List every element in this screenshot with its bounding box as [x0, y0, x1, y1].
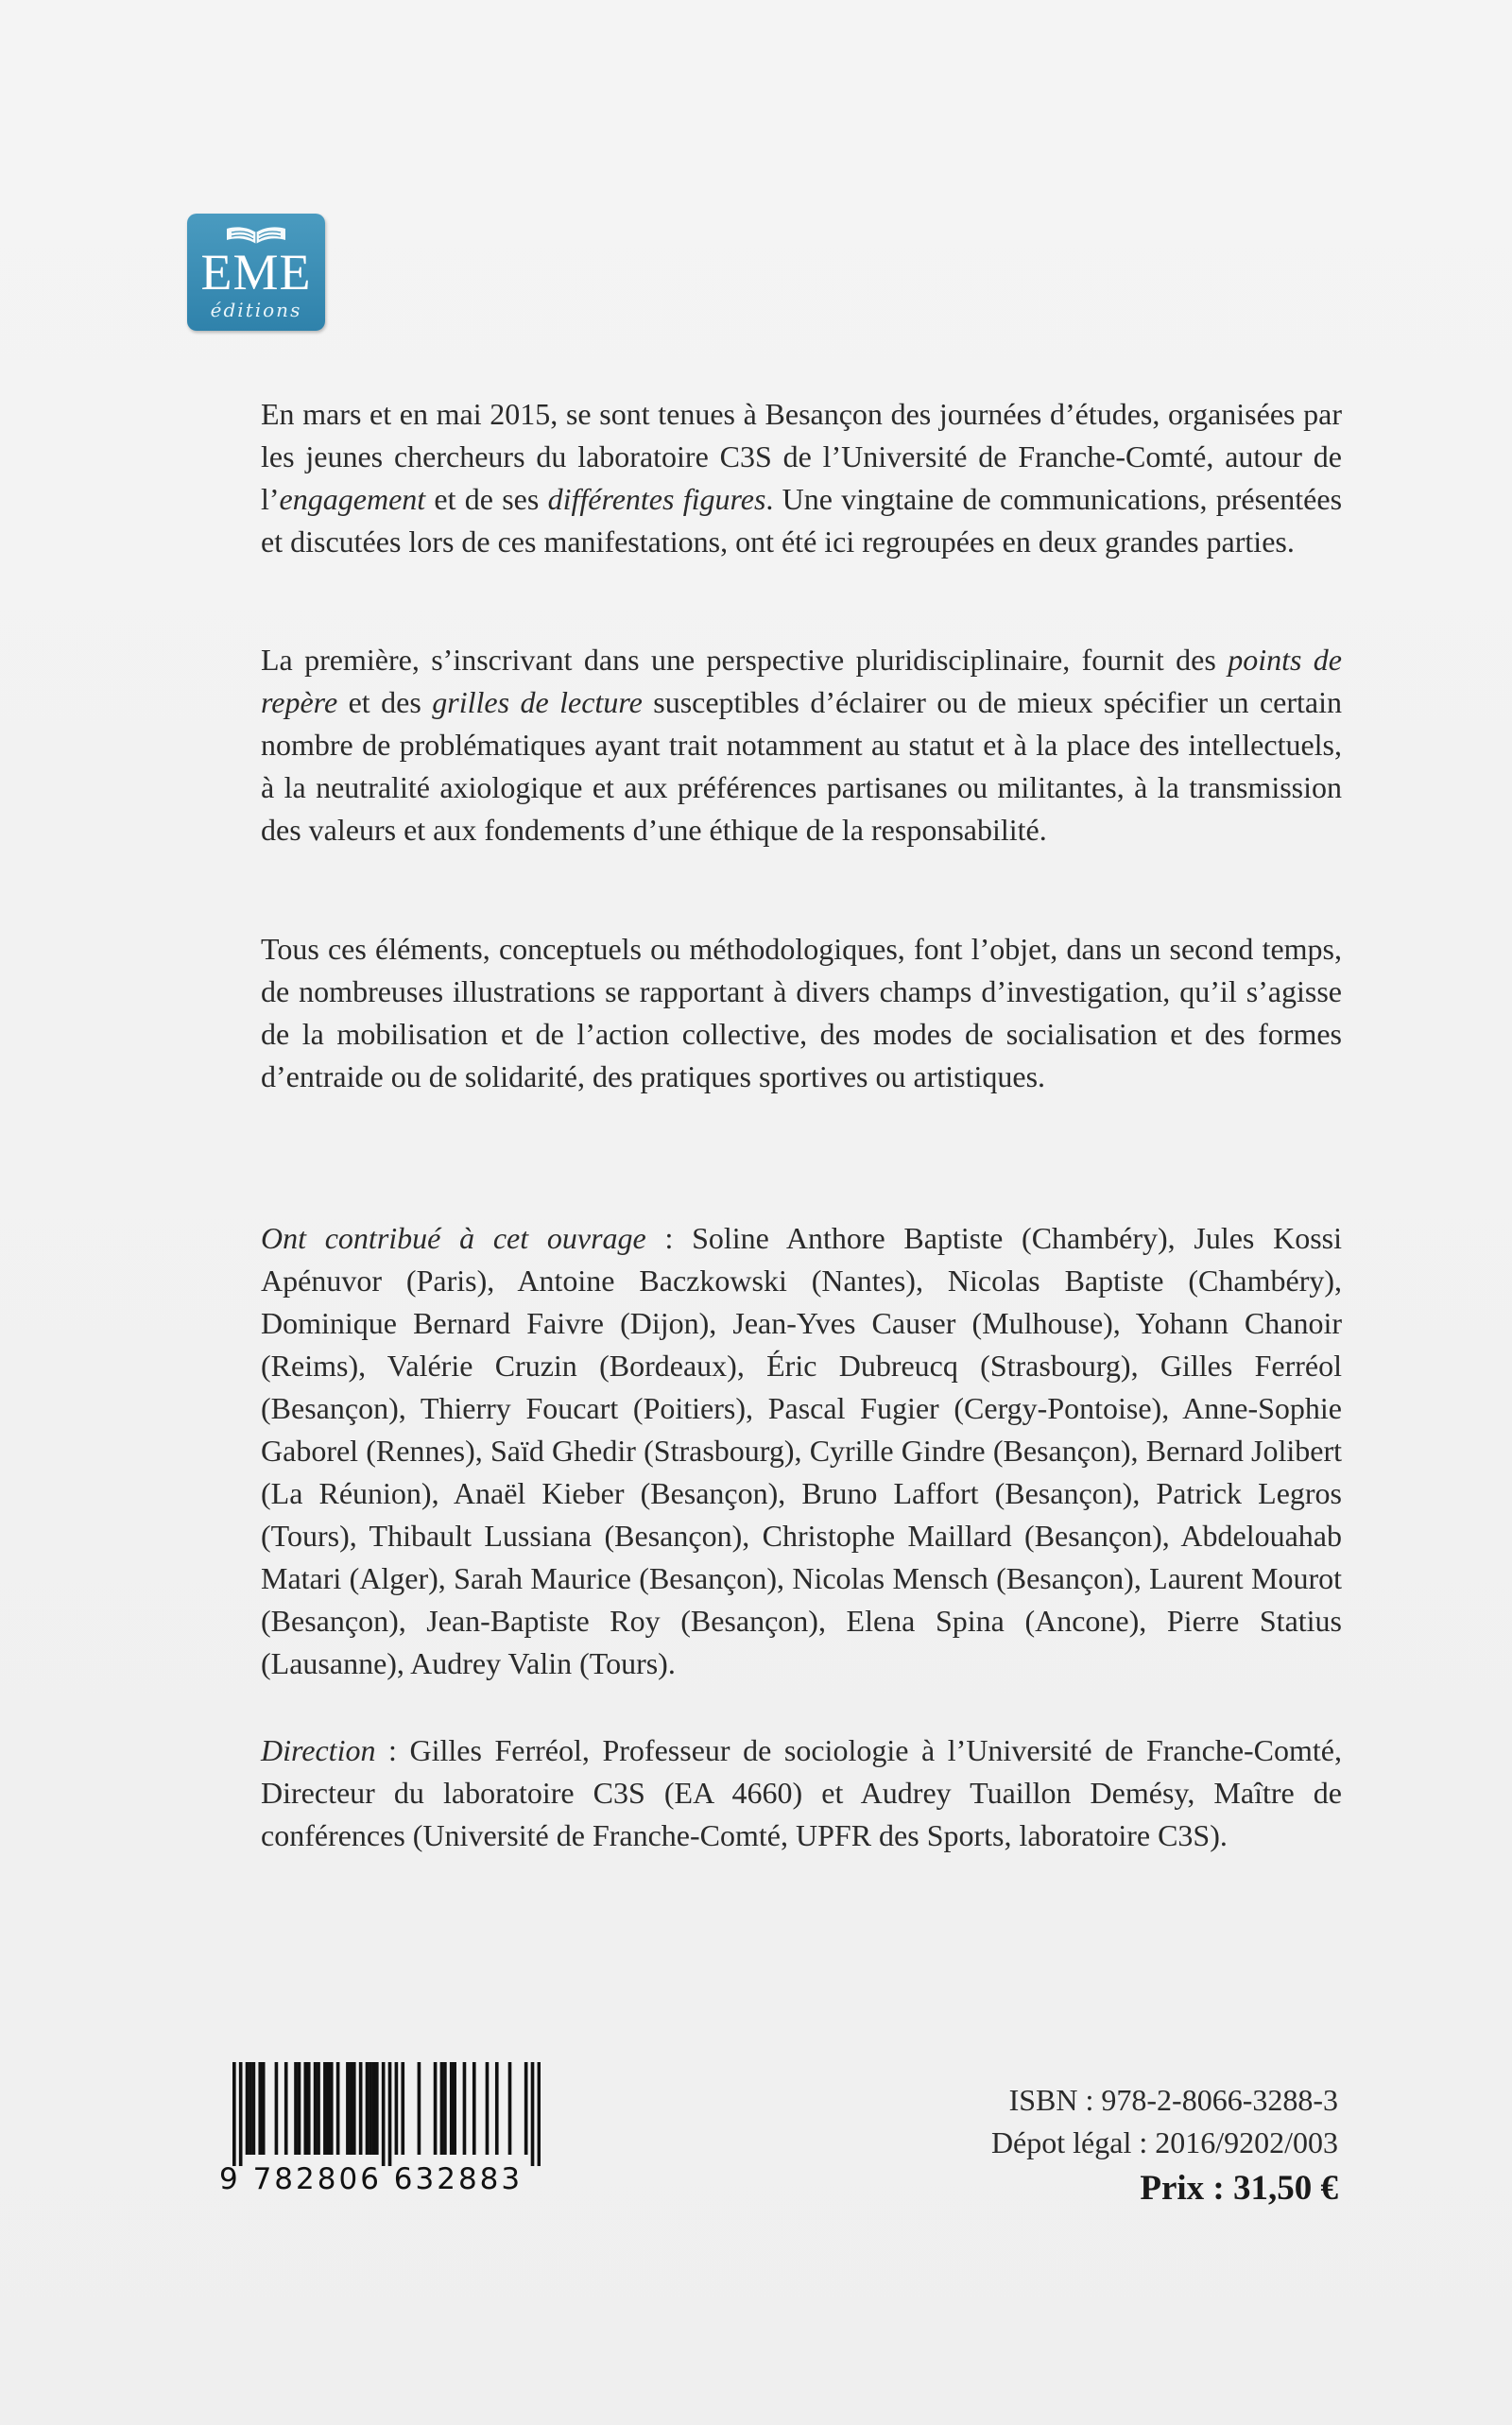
- paragraph-intro: [261, 393, 1342, 563]
- italic-term: engagement: [279, 482, 426, 516]
- isbn-barcode: [219, 2062, 541, 2204]
- contributors-label: Ont contribué à cet ouvrage: [261, 1221, 646, 1255]
- barcode-bar: [450, 2062, 454, 2155]
- barcode-bar: [538, 2062, 541, 2166]
- logo-title: EME: [200, 244, 312, 301]
- barcode-bars: [232, 2062, 541, 2166]
- legal-deposit-text: Dépot légal : 2016/9202/003: [990, 2125, 1338, 2159]
- logo-subtitle: éditions: [210, 299, 302, 321]
- barcode-bar: [369, 2062, 372, 2155]
- barcode-bar: [258, 2062, 262, 2155]
- italic-term: grilles de lecture: [432, 685, 643, 719]
- paragraph-text: et de ses: [425, 482, 548, 516]
- barcode-bar: [531, 2062, 535, 2166]
- paragraph-text: En mars et en mai 2015, se sont tenues à Besançon des journées d’études, organisées par les jeunes chercheurs du laboratoire C3S de l’Université de Franche-Comté, autour de l’: [261, 397, 1342, 516]
- contributors-list: : Soline Anthore Baptiste (Chambéry), Jules Kossi Apénuvor (Paris), Antoine Baczkowski (Nantes), Nicolas Baptiste (Chambéry), Dominique Bernard Faivre (Dijon), Jean-Yves Causer (Mulhouse), Yohann Chanoir (Reims), Valérie Cruzin (Bordeaux), Éric Dubreucq (Strasbourg), Gilles Ferréol (Besançon), Thierry Foucart (Poitiers), Pascal Fugier (Cergy-Pontoise), Anne-Sophie Gaborel (Rennes), Saïd Ghedir (Strasbourg), Cyrille Gindre (Besançon), Bernard Jolibert (La Réunion), Anaël Kieber (Besançon), Bruno Laffort (Besançon), Patrick Legros (Tours), Thibault Lussiana (Besançon), Christophe Maillard (Besançon), Abdelouahab Matari (Alger), Sarah Maurice (Besançon), Nicolas Mensch (Besançon), Laurent Mourot (Besançon), Jean-Baptiste Roy (Besançon), Elena Spina (Ancone), Pierre Statius (Lausanne), Audrey Valin (Tours).: [261, 1221, 1343, 1680]
- barcode-bar: [327, 2062, 331, 2155]
- direction-label: Direction: [261, 1733, 376, 1767]
- barcode-bar: [453, 2062, 456, 2155]
- barcode-bar: [395, 2062, 399, 2155]
- barcode-bar: [346, 2062, 350, 2155]
- isbn-text: ISBN : 978-2-8066-3288-3: [1008, 2083, 1338, 2117]
- barcode-bar: [350, 2062, 353, 2155]
- barcode-bar: [232, 2062, 236, 2166]
- barcode-bar: [372, 2062, 376, 2155]
- barcode-bar: [330, 2062, 334, 2155]
- paragraph-text: susceptibles d’éclairer ou de mieux spécifier un certain nombre de problématiques ayant trait notamment au statut et à la place des intellectuels, à la neutralité axiologique et aux préférences partisanes ou militantes, à la transmission des valeurs et aux fondements d’une éthique de la responsabilité.: [261, 685, 1343, 847]
- paragraph-text: La première, s’inscrivant dans une perspective pluridisciplinaire, fournit des: [261, 643, 1228, 677]
- barcode-bar: [366, 2062, 369, 2155]
- barcode-bar: [375, 2062, 379, 2155]
- barcode-bar: [486, 2062, 490, 2155]
- barcode-bar: [284, 2062, 288, 2155]
- barcode-bar: [443, 2062, 447, 2155]
- italic-term: points de repère: [261, 643, 1343, 719]
- barcode-bar: [359, 2062, 363, 2155]
- barcode-bar: [323, 2062, 327, 2155]
- barcode-bar: [472, 2062, 476, 2155]
- barcode-bar: [508, 2062, 512, 2155]
- paragraph-first-part: [261, 639, 1342, 851]
- direction-text: : Gilles Ferréol, Professeur de sociologie à l’Université de Franche-Comté, Directeur du laboratoire C3S (EA 4660) et Audrey Tuaillon Demésy, Maître de conférences (Université de Franche-Comté, UPFR des Sports, laboratoire C3S).: [261, 1733, 1342, 1852]
- barcode-bar: [418, 2062, 421, 2155]
- barcode-bar: [249, 2062, 252, 2155]
- paragraph-text: Tous ces éléments, conceptuels ou méthodologiques, font l’objet, dans un second temps, de nombreuses illustrations se rapportant à divers champs d’investigation, qu’il s’agisse de la mobilisation et de l’action collective, des modes de socialisation et des formes d’entraide ou de solidarité, des pratiques sportives ou artistiques.: [261, 932, 1342, 1093]
- barcode-bar: [463, 2062, 467, 2155]
- price-text: Prix : 31,50 €: [1140, 2169, 1338, 2208]
- barcode-bar: [239, 2062, 243, 2166]
- barcode-bar: [314, 2062, 318, 2155]
- barcode-bar: [336, 2062, 340, 2155]
- barcode-number: 9 782806 632883: [219, 2162, 524, 2196]
- paragraph-second-part: [261, 928, 1342, 1098]
- paragraph-direction: [261, 1729, 1342, 1857]
- barcode-bar: [298, 2062, 301, 2155]
- barcode-bar: [434, 2062, 438, 2155]
- barcode-bar: [401, 2062, 404, 2155]
- barcode-bar: [275, 2062, 279, 2155]
- barcode-bar: [382, 2062, 386, 2166]
- barcode-bar: [352, 2062, 356, 2155]
- book-metadata: [991, 2079, 1338, 2213]
- barcode-bar: [317, 2062, 320, 2155]
- paragraph-text: et des: [337, 685, 433, 719]
- publisher-logo: [187, 214, 325, 331]
- paragraph-text: . Une vingtaine de communications, présentées et discutées lors de ces manifestations, ont été ici regroupées en deux grandes parties.: [261, 482, 1343, 559]
- barcode-bar: [252, 2062, 256, 2155]
- barcode-bar: [307, 2062, 311, 2155]
- italic-term: différentes figures: [547, 482, 766, 516]
- barcode-bar: [495, 2062, 499, 2155]
- barcode-bar: [294, 2062, 298, 2155]
- barcode-bar: [262, 2062, 266, 2155]
- barcode-bar: [440, 2062, 444, 2155]
- barcode-bar: [246, 2062, 249, 2155]
- barcode-bar: [524, 2062, 528, 2155]
- barcode-bar: [303, 2062, 307, 2155]
- barcode-bar: [388, 2062, 392, 2166]
- paragraph-contributors: [261, 1217, 1342, 1685]
